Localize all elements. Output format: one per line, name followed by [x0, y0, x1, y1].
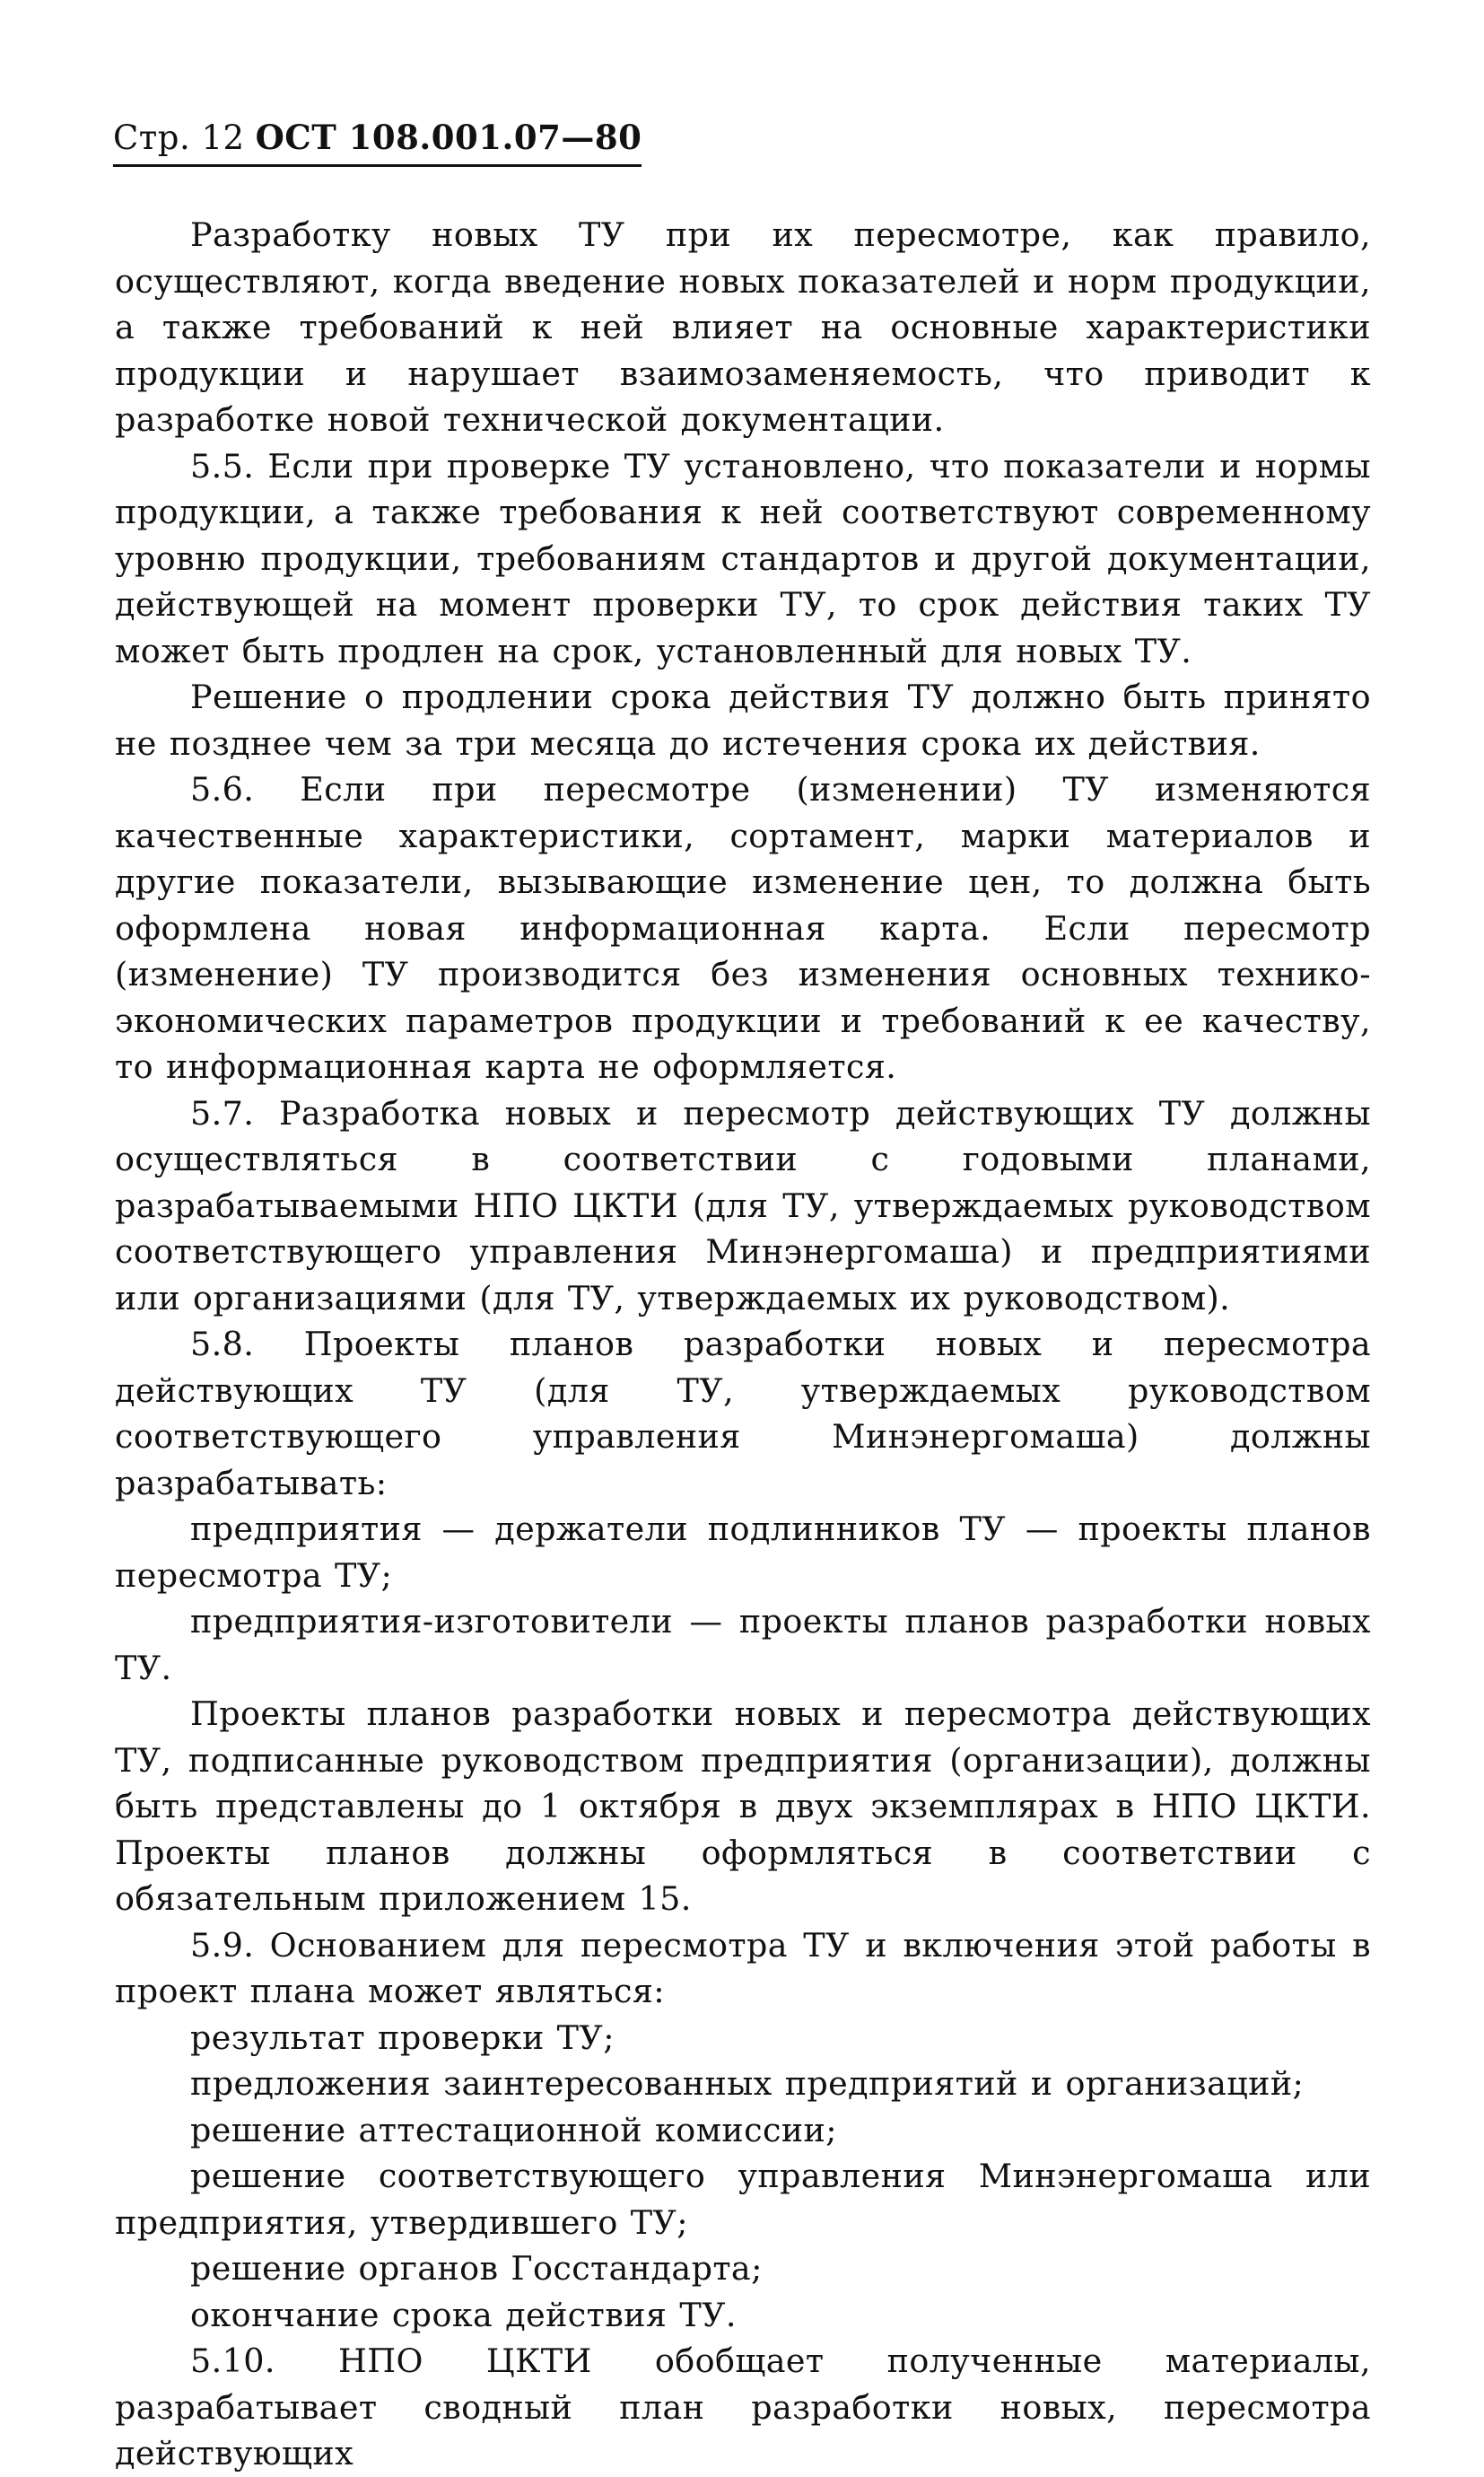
list-item: результат проверки ТУ; [190, 2017, 615, 2057]
paragraph: 5.9. Основанием для пересмотра ТУ и включения этой работы в проект плана может являться: [115, 1925, 1371, 2010]
list-item: решение органов Госстандарта; [190, 2249, 763, 2288]
list-item: окончание срока действия ТУ. [190, 2295, 737, 2334]
paragraph: Проекты планов разработки новых и пересмотра действующих ТУ, подписанные руководством предприятия (организации), должны быть представлены до 1 октября в двух экземплярах в НПО ЦКТИ. Проекты планов должны оформляться в соответствии с обязательным приложением 15. [115, 1694, 1371, 1918]
list-item: предложения заинтересованных предприятий и организаций; [190, 2064, 1305, 2103]
list-item: предприятия — держатели подлинников ТУ — проекты планов пересмотра ТУ; [115, 1510, 1371, 1595]
paragraph: 5.8. Проекты планов разработки новых и пересмотра действующих ТУ (для ТУ, утверждаемых руководством соответствующего управления Минэнергомаша) должны разрабатывать: [115, 1325, 1371, 1502]
list-item: решение соответствующего управления Минэнергомаша или предприятия, утвердившего ТУ; [115, 2157, 1371, 2242]
paragraph: 5.7. Разработка новых и пересмотр действующих ТУ должны осуществляться в соответствии с годовыми планами, разрабатываемыми НПО ЦКТИ (для ТУ, утверждаемых руководством соответствующего управления Минэнергомаша) и предприятиями или организациями (для ТУ, утверждаемых их руководством). [115, 1093, 1371, 1317]
document-code: ОСТ 108.001.07—80 [255, 118, 642, 157]
document-body [115, 212, 1371, 2477]
page-number-label: Стр. 12 [113, 118, 245, 157]
list-item: решение аттестационной комиссии; [190, 2110, 837, 2149]
paragraph: 5.6. Если при пересмотре (изменении) ТУ изменяются качественные характеристики, сортамент, марки материалов и другие показатели, вызывающие изменение цен, то должна быть оформлена новая информационная карта. Если пересмотр (изменение) ТУ производится без изменения основных технико-экономических параметров продукции и требований к ее качеству, то информационная карта не оформляется. [115, 770, 1371, 1086]
page-header [113, 117, 642, 167]
list-item: предприятия-изготовители — проекты планов разработки новых ТУ. [115, 1602, 1371, 1687]
paragraph: Разработку новых ТУ при их пересмотре, как правило, осуществляют, когда введение новых показателей и норм продукции, а также требований к ней влияет на основные характеристики продукции и нарушает взаимозаменяемость, что приводит к разработке новой технической документации. [115, 215, 1371, 439]
paragraph: 5.5. Если при проверке ТУ установлено, что показатели и нормы продукции, а также требования к ней соответствуют современному уровню продукции, требованиям стандартов и другой документации, действующей на момент проверки ТУ, то срок действия таких ТУ может быть продлен на срок, установленный для новых ТУ. [115, 446, 1371, 670]
paragraph: 5.10. НПО ЦКТИ обобщает полученные материалы, разрабатывает сводный план разработки новых, пересмотра действующих [115, 2341, 1371, 2473]
paragraph: Решение о продлении срока действия ТУ должно быть принято не позднее чем за три месяца до истечения срока их действия. [115, 678, 1371, 763]
